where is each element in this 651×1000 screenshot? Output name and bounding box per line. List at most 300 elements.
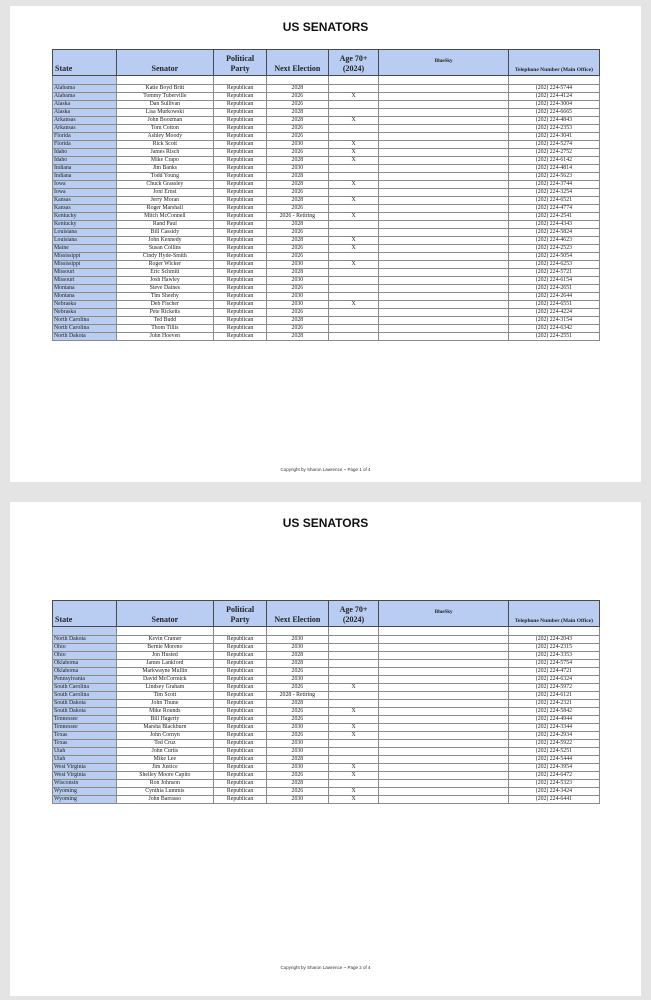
party-cell: Republican [214, 229, 267, 237]
age-70-cell: X [328, 301, 379, 309]
senator-cell: Tim Sheehy [116, 293, 214, 301]
bluesky-cell [379, 301, 508, 309]
table-row [53, 141, 600, 149]
table-row [53, 732, 600, 740]
next-election-cell: 2026 [267, 245, 328, 253]
age-70-cell [328, 700, 379, 708]
senator-cell: Ron Johnson [116, 780, 214, 788]
state-cell: Wyoming [53, 788, 117, 796]
senator-cell: Pete Ricketts [116, 309, 214, 317]
state-cell: Ohio [53, 644, 117, 652]
phone-cell: (202) 224-2644 [508, 293, 599, 301]
table-row [53, 261, 600, 269]
senator-cell: Mike Crapo [116, 157, 214, 165]
party-cell: Republican [214, 724, 267, 732]
age-70-cell [328, 269, 379, 277]
next-election-cell: 2026 [267, 205, 328, 213]
age-70-cell: X [328, 245, 379, 253]
bluesky-cell [379, 189, 508, 197]
phone-cell: (202) 224-3254 [508, 189, 599, 197]
phone-cell: (202) 224-2541 [508, 213, 599, 221]
state-cell: Idaho [53, 149, 117, 157]
party-cell: Republican [214, 285, 267, 293]
party-cell: Republican [214, 149, 267, 157]
age-70-cell [328, 277, 379, 285]
next-election-cell: 2026 [267, 93, 328, 101]
senator-cell: Cindy Hyde-Smith [116, 253, 214, 261]
phone-cell: (202) 224-4343 [508, 221, 599, 229]
next-election-cell: 2030 [267, 796, 328, 804]
party-cell: Republican [214, 85, 267, 93]
table-row [53, 692, 600, 700]
age-70-cell [328, 333, 379, 341]
spacer-row [53, 76, 600, 85]
age-70-cell: X [328, 181, 379, 189]
bluesky-cell [379, 173, 508, 181]
bluesky-cell [379, 269, 508, 277]
party-cell: Republican [214, 133, 267, 141]
spacer-cell [214, 627, 267, 636]
bluesky-cell [379, 700, 508, 708]
party-cell: Republican [214, 788, 267, 796]
spacer-cell [508, 627, 599, 636]
party-cell: Republican [214, 269, 267, 277]
senator-cell: John Barrasso [116, 796, 214, 804]
next-election-cell: 2026 [267, 788, 328, 796]
table-row [53, 109, 600, 117]
senator-cell: Mike Rounds [116, 708, 214, 716]
next-election-cell: 2028 [267, 237, 328, 245]
age-70-cell [328, 133, 379, 141]
next-election-cell: 2028 [267, 221, 328, 229]
age-70-cell: X [328, 764, 379, 772]
table-row [53, 181, 600, 189]
table-row [53, 269, 600, 277]
age-70-cell [328, 644, 379, 652]
next-election-cell: 2028 [267, 109, 328, 117]
table-row [53, 644, 600, 652]
bluesky-cell [379, 157, 508, 165]
column-header-age: Age 70+ (2024) [328, 50, 379, 76]
party-cell: Republican [214, 141, 267, 149]
table-row [53, 293, 600, 301]
page-footer: Copyright by Sharon Lawrence ~ Page 1 of 4 [280, 467, 371, 472]
party-cell: Republican [214, 748, 267, 756]
state-cell: Utah [53, 756, 117, 764]
party-cell: Republican [214, 716, 267, 724]
party-cell: Republican [214, 764, 267, 772]
age-70-cell [328, 668, 379, 676]
state-cell: Kentucky [53, 213, 117, 221]
state-cell: Mississippi [53, 253, 117, 261]
column-header-bluesky: BlueSky [379, 601, 508, 627]
phone-cell: (202) 224-2321 [508, 700, 599, 708]
age-70-cell [328, 229, 379, 237]
senator-cell: John Boozman [116, 117, 214, 125]
party-cell: Republican [214, 333, 267, 341]
phone-cell: (202) 224-6665 [508, 109, 599, 117]
bluesky-cell [379, 660, 508, 668]
state-cell: West Virginia [53, 772, 117, 780]
next-election-cell: 2026 [267, 133, 328, 141]
bluesky-cell [379, 261, 508, 269]
age-70-cell [328, 125, 379, 133]
age-70-cell [328, 325, 379, 333]
bluesky-cell [379, 245, 508, 253]
next-election-cell: 2028 [267, 85, 328, 93]
party-cell: Republican [214, 293, 267, 301]
senator-cell: James Lankford [116, 660, 214, 668]
bluesky-cell [379, 197, 508, 205]
spacer-cell [328, 627, 379, 636]
table-row [53, 636, 600, 644]
party-cell: Republican [214, 740, 267, 748]
column-header-age: Age 70+ (2024) [328, 601, 379, 627]
state-cell: Indiana [53, 173, 117, 181]
senator-cell: Bill Hagerty [116, 716, 214, 724]
party-cell: Republican [214, 780, 267, 788]
state-cell: Kansas [53, 197, 117, 205]
phone-cell: (202) 224-5744 [508, 85, 599, 93]
age-70-cell [328, 165, 379, 173]
state-cell: North Dakota [53, 333, 117, 341]
state-cell: South Dakota [53, 700, 117, 708]
senator-cell: Jon Husted [116, 652, 214, 660]
next-election-cell: 2028 [267, 117, 328, 125]
age-70-cell: X [328, 796, 379, 804]
state-cell: Maine [53, 245, 117, 253]
bluesky-cell [379, 333, 508, 341]
bluesky-cell [379, 117, 508, 125]
next-election-cell: 2028 [267, 269, 328, 277]
phone-cell: (202) 224-2934 [508, 732, 599, 740]
state-cell: Indiana [53, 165, 117, 173]
spacer-cell [116, 76, 214, 85]
age-70-cell: X [328, 708, 379, 716]
bluesky-cell [379, 149, 508, 157]
bluesky-cell [379, 796, 508, 804]
table-row [53, 668, 600, 676]
age-70-cell: X [328, 788, 379, 796]
phone-cell: (202) 224-5323 [508, 780, 599, 788]
next-election-cell: 2026 [267, 716, 328, 724]
spacer-cell [53, 76, 117, 85]
next-election-cell: 2030 [267, 636, 328, 644]
table-row [53, 780, 600, 788]
next-election-cell: 2026 [267, 125, 328, 133]
table-row [53, 772, 600, 780]
table-row [53, 237, 600, 245]
senator-cell: Tommy Tuberville [116, 93, 214, 101]
state-cell: Florida [53, 133, 117, 141]
state-cell: Montana [53, 293, 117, 301]
state-cell: Mississippi [53, 261, 117, 269]
bluesky-cell [379, 141, 508, 149]
phone-cell: (202) 224-4623 [508, 237, 599, 245]
table-row [53, 764, 600, 772]
bluesky-cell [379, 293, 508, 301]
column-header-senator: Senator [116, 601, 214, 627]
state-cell: Arkansas [53, 125, 117, 133]
bluesky-cell [379, 772, 508, 780]
next-election-cell: 2026 [267, 189, 328, 197]
column-header-party: Political Party [214, 601, 267, 627]
phone-cell: (202) 224-2752 [508, 149, 599, 157]
senator-cell: Kevin Cramer [116, 636, 214, 644]
next-election-cell: 2028 [267, 173, 328, 181]
table-body [53, 76, 600, 341]
senator-cell: Cynthia Lummis [116, 788, 214, 796]
senator-cell: Shelley Moore Capito [116, 772, 214, 780]
state-cell: Missouri [53, 269, 117, 277]
state-cell: South Dakota [53, 708, 117, 716]
senator-cell: Joni Ernst [116, 189, 214, 197]
phone-cell: (202) 224-6472 [508, 772, 599, 780]
column-header-senator: Senator [116, 50, 214, 76]
age-70-cell: X [328, 724, 379, 732]
table-row [53, 716, 600, 724]
column-header-party: Political Party [214, 50, 267, 76]
state-cell: Wisconsin [53, 780, 117, 788]
next-election-cell: 2026 - Retiring [267, 213, 328, 221]
next-election-cell: 2026 [267, 325, 328, 333]
senator-cell: Tom Cotton [116, 125, 214, 133]
bluesky-cell [379, 237, 508, 245]
party-cell: Republican [214, 125, 267, 133]
age-70-cell [328, 309, 379, 317]
party-cell: Republican [214, 165, 267, 173]
senator-cell: Rick Scott [116, 141, 214, 149]
state-cell: Oklahoma [53, 660, 117, 668]
phone-cell: (202) 224-5444 [508, 756, 599, 764]
phone-cell: (202) 224-3344 [508, 724, 599, 732]
senator-cell: Tim Scott [116, 692, 214, 700]
age-70-cell [328, 652, 379, 660]
bluesky-cell [379, 644, 508, 652]
table-row [53, 756, 600, 764]
page-title: US SENATORS [282, 20, 369, 34]
bluesky-cell [379, 205, 508, 213]
bluesky-cell [379, 756, 508, 764]
bluesky-cell [379, 676, 508, 684]
phone-cell: (202) 224-3004 [508, 101, 599, 109]
bluesky-cell [379, 780, 508, 788]
table-row [53, 229, 600, 237]
age-70-cell [328, 676, 379, 684]
column-header-bluesky: BlueSky [379, 50, 508, 76]
table-row [53, 133, 600, 141]
party-cell: Republican [214, 237, 267, 245]
party-cell: Republican [214, 660, 267, 668]
phone-cell: (202) 224-5842 [508, 708, 599, 716]
bluesky-cell [379, 285, 508, 293]
table-row [53, 684, 600, 692]
senator-cell: Ted Cruz [116, 740, 214, 748]
senator-cell: Jim Justice [116, 764, 214, 772]
state-cell: Alaska [53, 109, 117, 117]
party-cell: Republican [214, 692, 267, 700]
spacer-cell [116, 627, 214, 636]
next-election-cell: 2028 [267, 756, 328, 764]
senator-cell: Mitch McConnell [116, 213, 214, 221]
party-cell: Republican [214, 221, 267, 229]
senator-cell: Roger Marshall [116, 205, 214, 213]
phone-cell: (202) 224-2043 [508, 636, 599, 644]
senator-cell: Jerry Moran [116, 197, 214, 205]
phone-cell: (202) 224-5721 [508, 269, 599, 277]
senator-cell: Chuck Grassley [116, 181, 214, 189]
table-row [53, 317, 600, 325]
phone-cell: (202) 224-5922 [508, 740, 599, 748]
next-election-cell: 2028 - Retiring [267, 692, 328, 700]
bluesky-cell [379, 213, 508, 221]
bluesky-cell [379, 652, 508, 660]
next-election-cell: 2026 [267, 101, 328, 109]
spacer-cell [379, 76, 508, 85]
party-cell: Republican [214, 93, 267, 101]
senator-cell: Ashley Moody [116, 133, 214, 141]
age-70-cell [328, 109, 379, 117]
senator-cell: Lindsey Graham [116, 684, 214, 692]
next-election-cell: 2028 [267, 660, 328, 668]
phone-cell: (202) 224-3041 [508, 133, 599, 141]
next-election-cell: 2028 [267, 333, 328, 341]
senator-cell: John Kennedy [116, 237, 214, 245]
phone-cell: (202) 224-4843 [508, 117, 599, 125]
state-cell: Louisiana [53, 237, 117, 245]
bluesky-cell [379, 724, 508, 732]
party-cell: Republican [214, 636, 267, 644]
table-row [53, 149, 600, 157]
age-70-cell: X [328, 772, 379, 780]
document-page-2 [10, 502, 641, 996]
senator-cell: Steve Daines [116, 285, 214, 293]
state-cell: Nebraska [53, 309, 117, 317]
next-election-cell: 2030 [267, 165, 328, 173]
next-election-cell: 2028 [267, 652, 328, 660]
age-70-cell [328, 740, 379, 748]
table-row [53, 125, 600, 133]
state-cell: North Carolina [53, 317, 117, 325]
column-header-phone: Telephone Number (Main Office) [508, 601, 599, 627]
spacer-cell [53, 627, 117, 636]
phone-cell: (202) 224-6441 [508, 796, 599, 804]
table-row [53, 93, 600, 101]
bluesky-cell [379, 740, 508, 748]
senator-cell: Ted Budd [116, 317, 214, 325]
state-cell: Wyoming [53, 796, 117, 804]
bluesky-cell [379, 708, 508, 716]
state-cell: Tennessee [53, 716, 117, 724]
age-70-cell [328, 692, 379, 700]
age-70-cell: X [328, 141, 379, 149]
bluesky-cell [379, 85, 508, 93]
senator-cell: James Risch [116, 149, 214, 157]
state-cell: North Dakota [53, 636, 117, 644]
bluesky-cell [379, 684, 508, 692]
senator-cell: Deb Fischer [116, 301, 214, 309]
bluesky-cell [379, 229, 508, 237]
age-70-cell [328, 253, 379, 261]
phone-cell: (202) 224-5623 [508, 173, 599, 181]
phone-cell: (202) 224-4224 [508, 309, 599, 317]
senators-table [52, 600, 600, 804]
age-70-cell [328, 756, 379, 764]
phone-cell: (202) 224-3353 [508, 652, 599, 660]
table-row [53, 724, 600, 732]
senator-cell: Bernie Moreno [116, 644, 214, 652]
phone-cell: (202) 224-6342 [508, 325, 599, 333]
state-cell: North Carolina [53, 325, 117, 333]
next-election-cell: 2030 [267, 301, 328, 309]
spacer-cell [508, 76, 599, 85]
phone-cell: (202) 224-5274 [508, 141, 599, 149]
state-cell: Montana [53, 285, 117, 293]
document-page-1 [10, 6, 641, 482]
age-70-cell: X [328, 237, 379, 245]
table-row [53, 245, 600, 253]
bluesky-cell [379, 309, 508, 317]
table-row [53, 85, 600, 93]
party-cell: Republican [214, 644, 267, 652]
bluesky-cell [379, 109, 508, 117]
next-election-cell: 2030 [267, 676, 328, 684]
age-70-cell [328, 317, 379, 325]
state-cell: Kansas [53, 205, 117, 213]
state-cell: Idaho [53, 157, 117, 165]
party-cell: Republican [214, 189, 267, 197]
phone-cell: (202) 224-6551 [508, 301, 599, 309]
column-header-next-election: Next Election [267, 601, 328, 627]
bluesky-cell [379, 221, 508, 229]
senator-cell: David McCormick [116, 676, 214, 684]
senator-cell: Markwayne Mullin [116, 668, 214, 676]
state-cell: Texas [53, 740, 117, 748]
phone-cell: (202) 224-2651 [508, 285, 599, 293]
phone-cell: (202) 224-6324 [508, 676, 599, 684]
next-election-cell: 2028 [267, 197, 328, 205]
next-election-cell: 2026 [267, 772, 328, 780]
senator-cell: John Hoeven [116, 333, 214, 341]
table-row [53, 157, 600, 165]
state-cell: Missouri [53, 277, 117, 285]
table-row [53, 213, 600, 221]
state-cell: Utah [53, 748, 117, 756]
table-row [53, 333, 600, 341]
party-cell: Republican [214, 197, 267, 205]
state-cell: Alabama [53, 93, 117, 101]
table-row [53, 652, 600, 660]
age-70-cell [328, 285, 379, 293]
phone-cell: (202) 224-4721 [508, 668, 599, 676]
table-row [53, 740, 600, 748]
senator-cell: Roger Wicker [116, 261, 214, 269]
senator-cell: Thom Tillis [116, 325, 214, 333]
table-row [53, 277, 600, 285]
next-election-cell: 2030 [267, 293, 328, 301]
bluesky-cell [379, 748, 508, 756]
state-cell: Alaska [53, 101, 117, 109]
age-70-cell [328, 205, 379, 213]
state-cell: Tennessee [53, 724, 117, 732]
spacer-cell [267, 76, 328, 85]
party-cell: Republican [214, 732, 267, 740]
state-cell: Pennsylvania [53, 676, 117, 684]
next-election-cell: 2026 [267, 668, 328, 676]
party-cell: Republican [214, 205, 267, 213]
spacer-cell [267, 627, 328, 636]
age-70-cell [328, 716, 379, 724]
